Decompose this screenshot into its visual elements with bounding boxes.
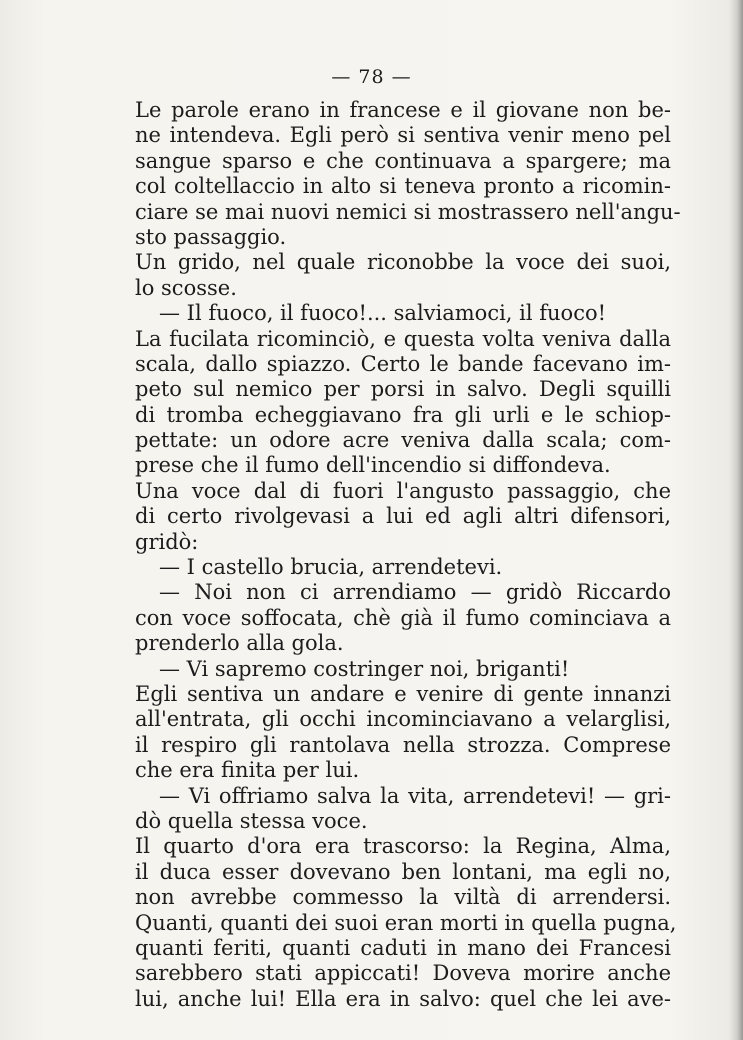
text-line: di certo rivolgevasi a lui ed agli altri difensori, <box>135 504 671 529</box>
text-line: prenderlo alla gola. <box>135 631 344 656</box>
text-line: peto sul nemico per porsi in salvo. Degli squilli <box>135 377 671 402</box>
text-line: il duca esser dovevano ben lontani, ma egli no, <box>135 859 671 884</box>
dialogue-line: — Vi offriamo salva la vita, arrendetevi! — gri- <box>159 783 671 808</box>
dialogue-line: — Noi non ci arrendiamo — gridò Riccardo <box>159 580 671 605</box>
text-line: non avrebbe commesso la viltà di arrendersi. <box>135 885 671 910</box>
text-line: sarebbero stati appiccati! Doveva morire anche <box>135 961 671 986</box>
text-line: Il quarto d'ora era trascorso: la Regina, Alma, <box>135 834 671 859</box>
text-line: lo scosse. <box>135 275 237 300</box>
text-line: prese che il fumo dell'incendio si diffondeva. <box>135 453 611 478</box>
text-line: quanti feriti, quanti caduti in mano dei Francesi <box>135 935 671 960</box>
dialogue-line: — I castello brucia, arrendetevi. <box>159 555 503 580</box>
text-line: Quanti, quanti dei suoi eran morti in quella pugna, <box>135 910 677 935</box>
text-line: Le parole erano in francese e il giovane non be- <box>135 98 671 122</box>
page-edge-shadow <box>729 0 743 1040</box>
text-line: gridò: <box>135 529 199 554</box>
text-line: Egli sentiva un andare e venire di gente innanzi <box>135 681 671 706</box>
text-line: sangue sparso e che continuava a spargere; ma <box>135 148 671 173</box>
page-number: — 78 — <box>331 66 412 88</box>
dialogue-line: — Il fuoco, il fuoco!... salviamoci, il fuoco! <box>159 301 607 326</box>
text-line: ne intendeva. Egli però si sentiva venir meno pel <box>135 123 671 148</box>
text-line: Una voce dal di fuori l'angusto passaggio, che <box>135 478 671 503</box>
text-line: scala, dallo spiazzo. Certo le bande facevano im- <box>135 351 671 376</box>
text-line: col coltellaccio in alto si teneva pronto a ricomin- <box>135 174 671 199</box>
text-line: lui, anche lui! Ella era in salvo: quel che lei ave- <box>135 986 671 1011</box>
text-line: il respiro gli rantolava nella strozza. Comprese <box>135 732 671 757</box>
text-line: Un grido, nel quale riconobbe la voce dei suoi, <box>135 250 671 275</box>
text-line: con voce soffocata, chè già il fumo cominciava a <box>135 605 671 630</box>
text-line: La fucilata ricominciò, e questa volta veniva dalla <box>135 326 671 351</box>
text-line: sto passaggio. <box>135 224 287 249</box>
dialogue-line: — Vi sapremo costringer noi, briganti! <box>159 656 570 681</box>
text-line: ciare se mai nuovi nemici si mostrassero nell'angu- <box>135 199 681 224</box>
text-line: di tromba echeggiavano fra gli urli e le schiop- <box>135 402 671 427</box>
text-line: che era finita per lui. <box>135 758 360 783</box>
text-line: all'entrata, gli occhi incominciavano a velarglisi, <box>135 707 671 732</box>
text-line: pettate: un odore acre veniva dalla scala; com- <box>135 428 671 453</box>
text-line: dò quella stessa voce. <box>135 808 368 833</box>
body-text <box>135 98 681 1012</box>
